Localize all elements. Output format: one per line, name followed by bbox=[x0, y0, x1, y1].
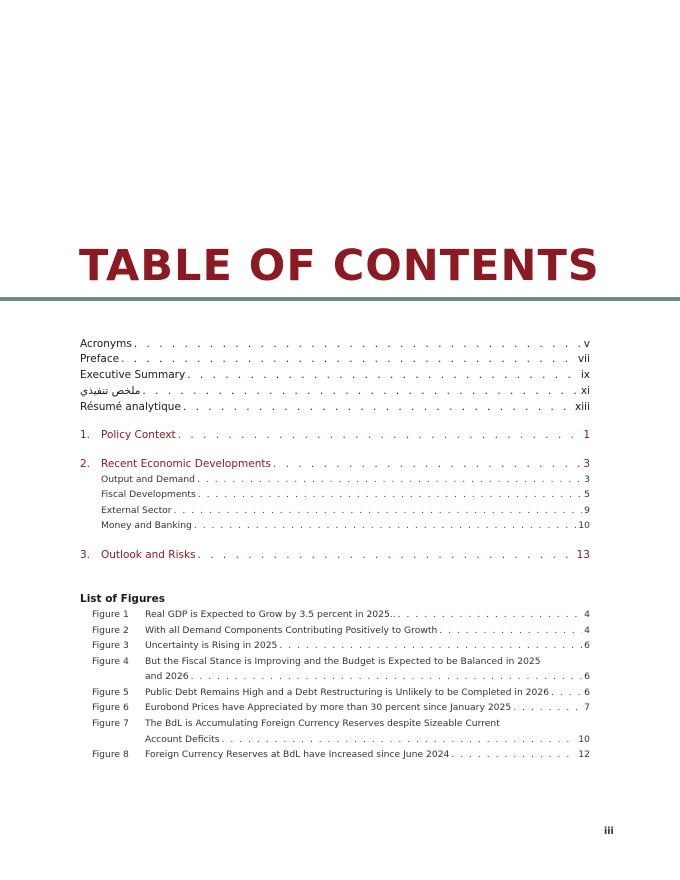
section-title: Output and Demand bbox=[101, 474, 196, 485]
toc-chapter-3[interactable] bbox=[80, 548, 590, 562]
figure-title: With all Demand Components Contributing Positively to Growth bbox=[145, 625, 438, 636]
figure-number: Figure 6 bbox=[92, 702, 129, 713]
figure-entry-5[interactable] bbox=[92, 686, 590, 700]
figure-entry-1[interactable] bbox=[92, 608, 590, 622]
figure-number: Figure 8 bbox=[92, 749, 129, 760]
figure-entry-7-continued[interactable] bbox=[145, 733, 590, 747]
chapter-title: Policy Context bbox=[101, 429, 176, 441]
page-number: iii bbox=[604, 826, 614, 837]
figure-title: Foreign Currency Reserves at BdL have Increased since June 2024 bbox=[145, 749, 450, 760]
figure-number: Figure 5 bbox=[92, 687, 129, 698]
chapter-title: Recent Economic Developments bbox=[101, 458, 271, 470]
chapter-title: Outlook and Risks bbox=[101, 549, 196, 561]
section-title: Fiscal Developments bbox=[101, 489, 196, 500]
figure-entry-4-continued[interactable] bbox=[145, 670, 590, 684]
toc-entry-label: ملخص تنفيذي bbox=[80, 385, 141, 397]
figure-title: Public Debt Remains High and a Debt Restructuring is Unlikely to be Completed in 2026 bbox=[145, 687, 550, 698]
figure-entry-4[interactable] bbox=[92, 655, 590, 669]
section-page: 10 bbox=[578, 520, 590, 531]
section-title: Money and Banking bbox=[101, 520, 192, 531]
toc-entry-label: Résumé analytique bbox=[80, 401, 181, 413]
toc-entry-page: ix bbox=[580, 369, 590, 381]
dot-leader bbox=[513, 701, 582, 715]
title-divider bbox=[0, 297, 680, 301]
figure-title: Real GDP is Expected to Grow by 3.5 percent in 2025.. bbox=[145, 609, 396, 620]
figure-entry-3[interactable] bbox=[92, 639, 590, 653]
figure-page: 6 bbox=[584, 687, 590, 698]
toc-entry-page: v bbox=[583, 338, 590, 350]
dot-leader bbox=[273, 457, 581, 471]
dot-leader bbox=[222, 733, 577, 747]
toc-entry-page: xiii bbox=[575, 401, 590, 413]
dot-leader bbox=[174, 504, 583, 518]
figure-number: Figure 1 bbox=[92, 609, 129, 620]
dot-leader bbox=[198, 548, 575, 562]
dot-leader bbox=[191, 670, 583, 684]
toc-section-output-demand[interactable] bbox=[101, 473, 590, 487]
figure-title: The BdL is Accumulating Foreign Currency Reserves despite Sizeable Current bbox=[145, 718, 500, 729]
section-page: 5 bbox=[584, 489, 590, 500]
figure-number: Figure 4 bbox=[92, 656, 129, 667]
section-title: External Sector bbox=[101, 505, 172, 516]
toc-section-money-banking[interactable] bbox=[101, 519, 590, 533]
dot-leader bbox=[439, 624, 582, 638]
dot-leader bbox=[183, 400, 573, 414]
dot-leader bbox=[551, 686, 582, 700]
dot-leader bbox=[187, 368, 579, 382]
toc-entry-label: Preface bbox=[80, 353, 120, 365]
figure-page: 6 bbox=[584, 640, 590, 651]
toc-section-fiscal[interactable] bbox=[101, 488, 590, 502]
figure-page: 7 bbox=[584, 702, 590, 713]
figure-page: 4 bbox=[584, 609, 590, 620]
figure-page: 10 bbox=[578, 734, 590, 745]
page-title: TABLE OF CONTENTS bbox=[79, 241, 600, 291]
figure-page: 6 bbox=[584, 671, 590, 682]
figure-number: Figure 2 bbox=[92, 625, 129, 636]
figure-title: Uncertainty is Rising in 2025 bbox=[145, 640, 278, 651]
dot-leader bbox=[398, 608, 582, 622]
dot-leader bbox=[194, 519, 576, 533]
section-page: 3 bbox=[584, 474, 590, 485]
dot-leader bbox=[178, 428, 582, 442]
figure-entry-8[interactable] bbox=[92, 748, 590, 762]
dot-leader bbox=[279, 639, 582, 653]
toc-entry-label: Executive Summary bbox=[80, 369, 186, 381]
chapter-page: 13 bbox=[576, 549, 590, 561]
figure-title: But the Fiscal Stance is Improving and the Budget is Expected to be Balanced in 2025 bbox=[145, 656, 541, 667]
toc-entry-acronyms[interactable] bbox=[80, 337, 590, 351]
figure-page: 4 bbox=[584, 625, 590, 636]
figure-entry-6[interactable] bbox=[92, 701, 590, 715]
figure-entry-7[interactable] bbox=[92, 717, 590, 731]
toc-chapter-1[interactable] bbox=[80, 428, 590, 442]
chapter-number: 3. bbox=[80, 549, 91, 561]
toc-entry-executive-summary[interactable] bbox=[80, 368, 590, 382]
toc-entry-page: xi bbox=[580, 385, 590, 397]
figure-page: 12 bbox=[578, 749, 590, 760]
chapter-page: 3 bbox=[583, 458, 590, 470]
figure-title-continued: and 2026 bbox=[145, 671, 189, 682]
toc-entry-executive-summary-arabic[interactable] bbox=[80, 384, 590, 398]
toc-chapter-2[interactable] bbox=[80, 457, 590, 471]
figure-title: Eurobond Prices have Appreciated by more than 30 percent since January 2025 bbox=[145, 702, 512, 713]
toc-entry-label: Acronyms bbox=[80, 338, 132, 350]
dot-leader bbox=[121, 352, 576, 366]
dot-leader bbox=[142, 384, 578, 398]
dot-leader bbox=[197, 473, 582, 487]
section-page: 9 bbox=[584, 505, 590, 516]
dot-leader bbox=[198, 488, 582, 502]
toc-section-external[interactable] bbox=[101, 504, 590, 518]
figure-entry-2[interactable] bbox=[92, 624, 590, 638]
toc-entry-resume-analytique[interactable] bbox=[80, 400, 590, 414]
chapter-page: 1 bbox=[583, 429, 590, 441]
figure-title-continued: Account Deficits bbox=[145, 734, 220, 745]
figure-number: Figure 3 bbox=[92, 640, 129, 651]
toc-entry-page: vii bbox=[577, 353, 590, 365]
chapter-number: 1. bbox=[80, 429, 91, 441]
dot-leader bbox=[451, 748, 576, 762]
dot-leader bbox=[134, 337, 582, 351]
chapter-number: 2. bbox=[80, 458, 91, 470]
toc-entry-preface[interactable] bbox=[80, 352, 590, 366]
list-of-figures-heading: List of Figures bbox=[80, 593, 165, 605]
figure-number: Figure 7 bbox=[92, 718, 129, 729]
